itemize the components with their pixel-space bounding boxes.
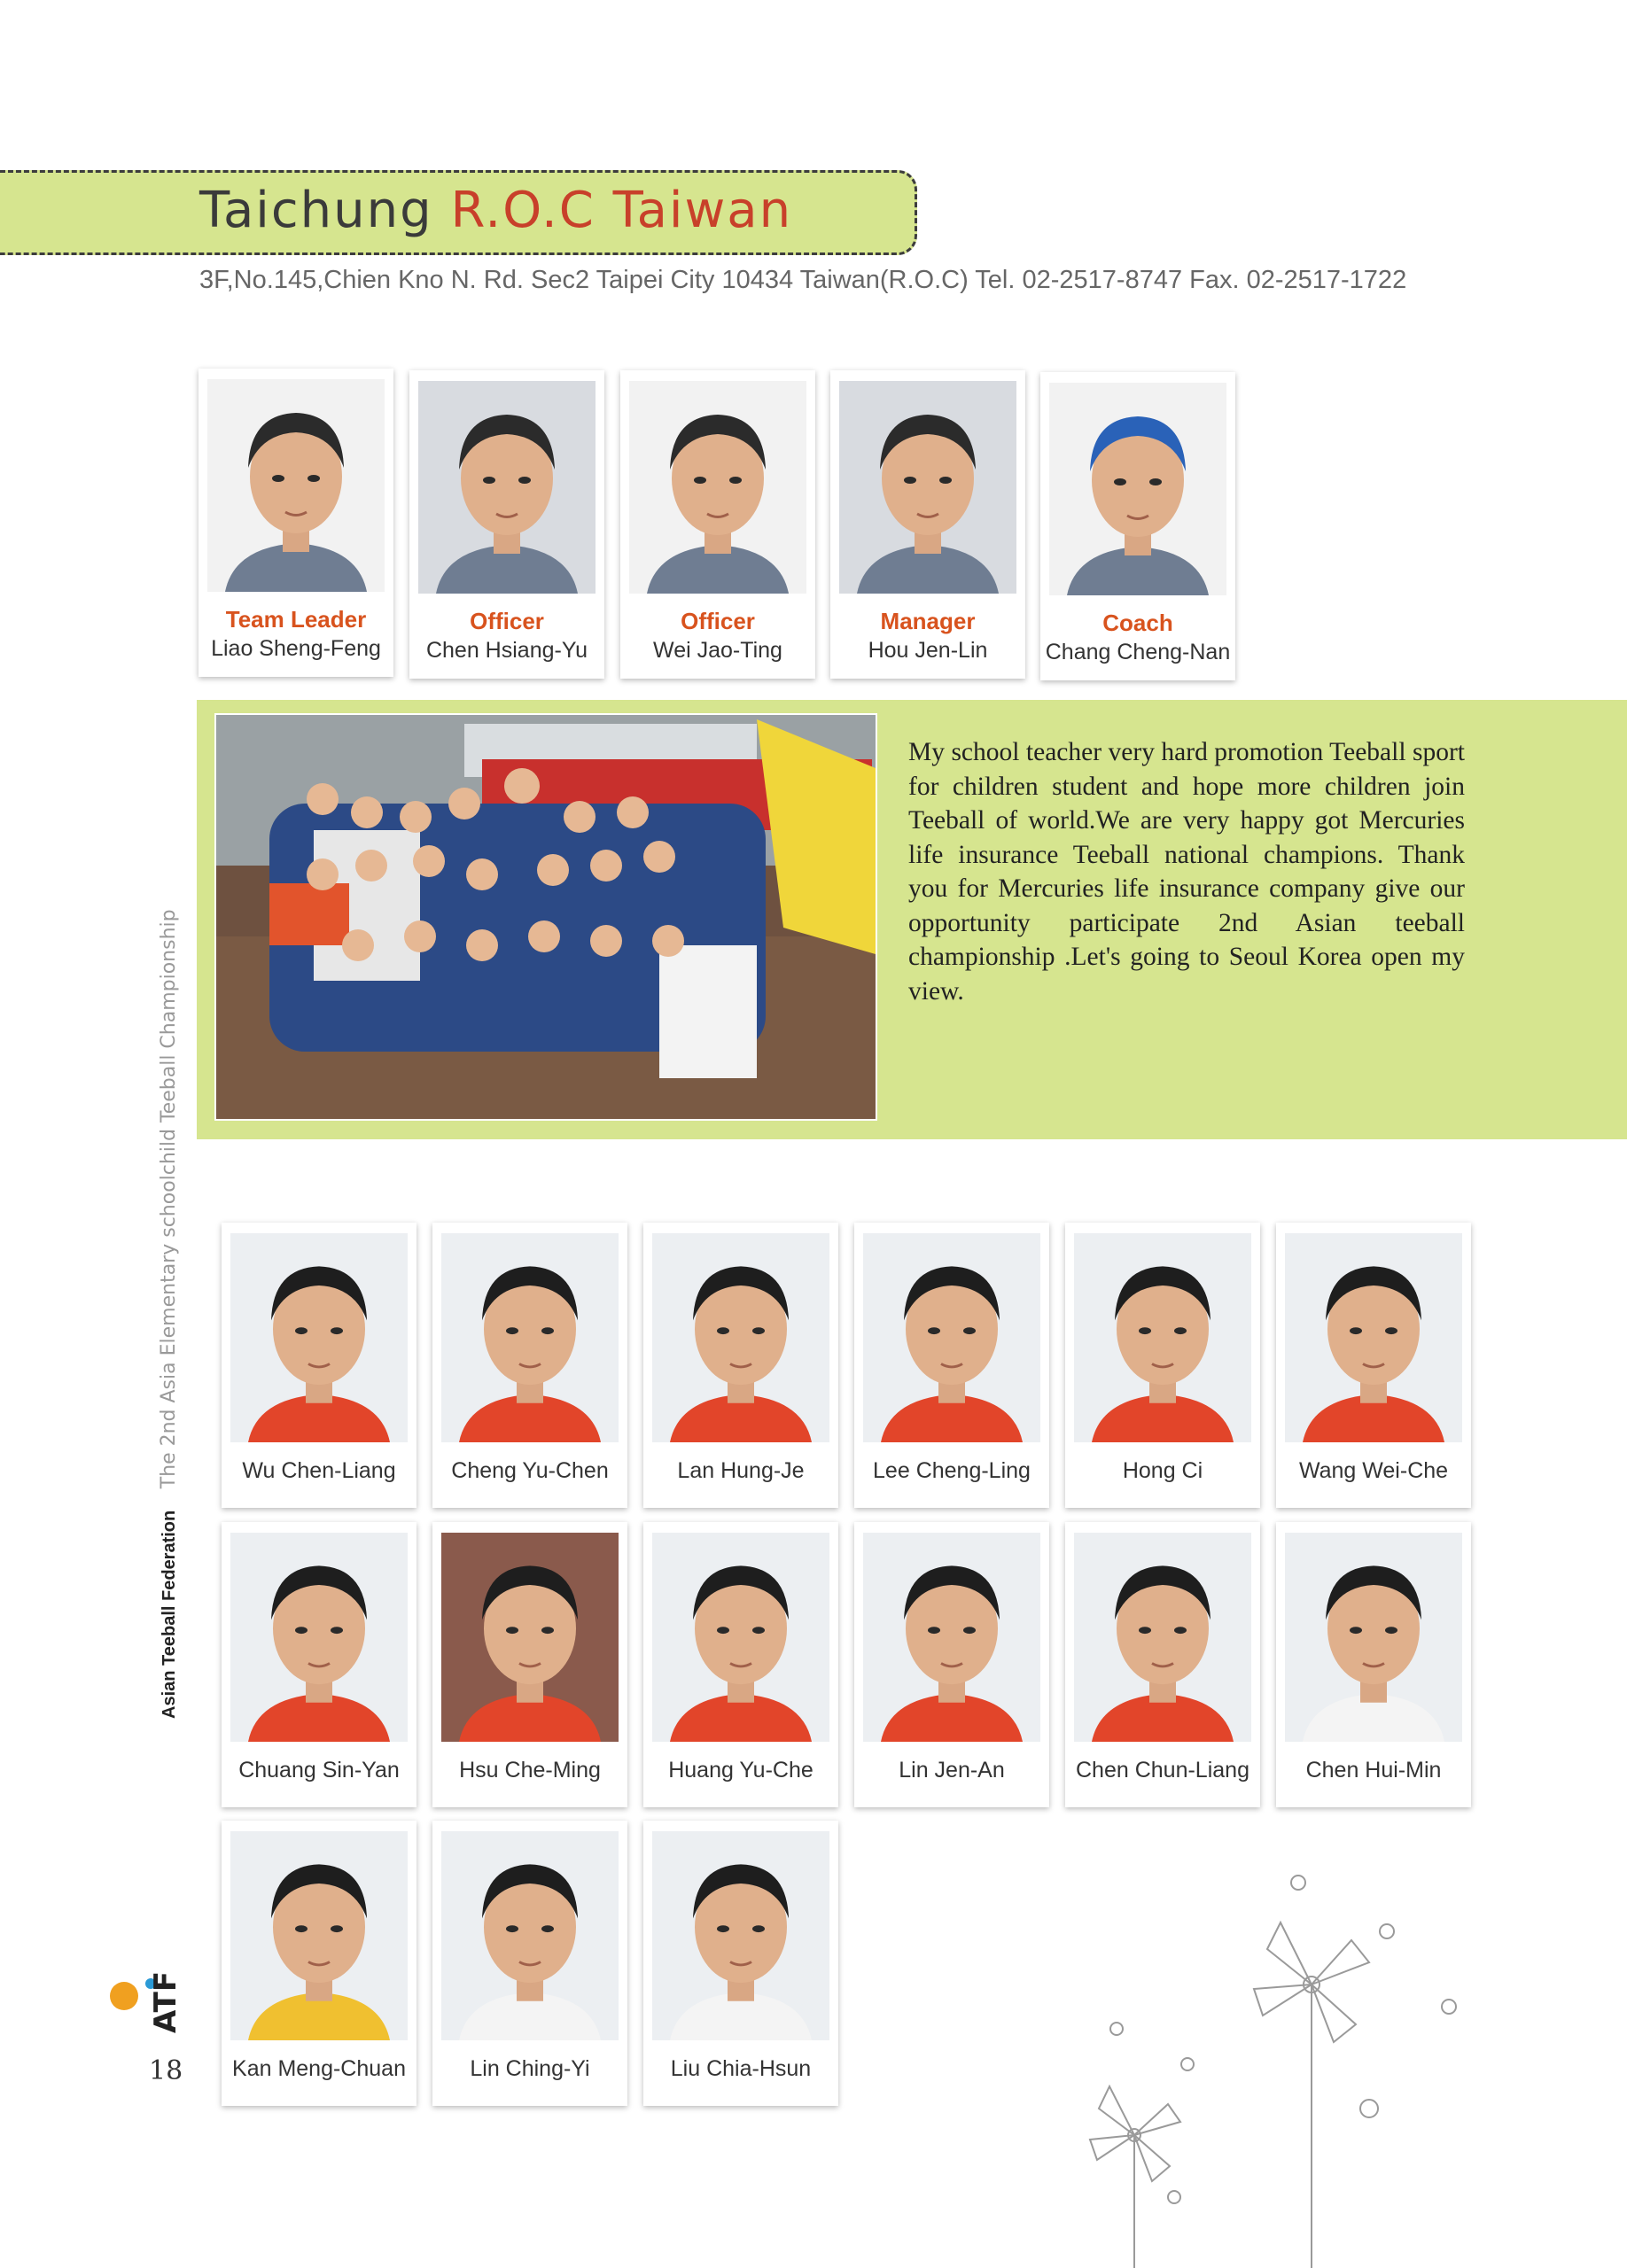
player-portrait bbox=[230, 1831, 408, 2040]
player-name: Chuang Sin-Yan bbox=[238, 1758, 400, 1783]
player-card bbox=[1065, 1522, 1260, 1807]
player-card bbox=[432, 1821, 627, 2106]
player-portrait bbox=[652, 1533, 829, 1742]
player-name: Hsu Che-Ming bbox=[459, 1758, 601, 1783]
player-card bbox=[854, 1522, 1049, 1807]
player-card bbox=[222, 1223, 416, 1508]
pinwheel-decoration bbox=[1046, 1843, 1489, 2268]
title-city: Taichung bbox=[199, 182, 433, 239]
sidebar-championship: The 2nd Asia Elementary schoolchild Teeball Championship bbox=[158, 909, 180, 1489]
player-portrait bbox=[1285, 1233, 1462, 1442]
staff-name: Hou Jen-Lin bbox=[868, 638, 988, 663]
staff-card bbox=[199, 369, 393, 677]
staff-name: Wei Jao-Ting bbox=[653, 638, 782, 663]
player-card bbox=[1276, 1223, 1471, 1508]
staff-card bbox=[830, 370, 1025, 679]
player-portrait bbox=[1074, 1533, 1251, 1742]
player-portrait bbox=[652, 1233, 829, 1442]
team-photo-image bbox=[216, 715, 876, 1119]
sidebar-federation: Asian Teeball Federation bbox=[160, 1510, 179, 1719]
player-card bbox=[222, 1821, 416, 2106]
player-card bbox=[854, 1223, 1049, 1508]
player-name: Huang Yu-Che bbox=[668, 1758, 814, 1783]
staff-card bbox=[409, 370, 604, 679]
player-portrait bbox=[652, 1831, 829, 2040]
player-card bbox=[1065, 1223, 1260, 1508]
staff-portrait bbox=[207, 379, 385, 592]
player-name: Liu Chia-Hsun bbox=[670, 2056, 812, 2081]
player-name: Cheng Yu-Chen bbox=[451, 1458, 609, 1483]
staff-name: Chang Cheng-Nan bbox=[1045, 640, 1231, 664]
staff-name: Chen Hsiang-Yu bbox=[425, 638, 588, 663]
player-name: Wang Wei-Che bbox=[1298, 1458, 1449, 1483]
team-photo bbox=[214, 713, 877, 1121]
staff-card bbox=[1040, 372, 1235, 680]
player-card bbox=[643, 1223, 838, 1508]
player-name: Chen Chun-Liang bbox=[1076, 1758, 1249, 1783]
staff-role: Manager bbox=[880, 608, 976, 634]
page-title bbox=[199, 182, 792, 239]
player-card bbox=[1276, 1522, 1471, 1807]
player-portrait bbox=[863, 1233, 1040, 1442]
player-name: Hong Ci bbox=[1122, 1458, 1203, 1483]
player-portrait bbox=[441, 1831, 619, 2040]
staff-card bbox=[620, 370, 815, 679]
player-name: Kan Meng-Chuan bbox=[232, 2056, 406, 2081]
staff-role: Coach bbox=[1102, 610, 1173, 636]
player-name: Wu Chen-Liang bbox=[242, 1458, 396, 1483]
staff-portrait bbox=[1049, 383, 1226, 595]
player-name: Chen Hui-Min bbox=[1305, 1758, 1442, 1783]
title-country: R.O.C Taiwan bbox=[450, 182, 793, 239]
player-portrait bbox=[1285, 1533, 1462, 1742]
staff-portrait bbox=[839, 381, 1016, 594]
staff-portrait bbox=[418, 381, 596, 594]
player-portrait bbox=[441, 1233, 619, 1442]
player-portrait bbox=[230, 1533, 408, 1742]
staff-role: Team Leader bbox=[225, 606, 367, 633]
player-card bbox=[643, 1821, 838, 2106]
player-portrait bbox=[1074, 1233, 1251, 1442]
player-card bbox=[643, 1522, 838, 1807]
player-card bbox=[432, 1522, 627, 1807]
story-text: My school teacher very hard promotion Teeball sport for children student and hope more children join Teeball of world.We are very happy got Mercuries life insurance Teeball national champions. Thank you for Mercuries life insurance company give our opportunity participate 2nd Asian teeball championship .Let's going to Seoul Korea open my view. bbox=[908, 738, 1465, 1006]
player-portrait bbox=[441, 1533, 619, 1742]
atf-logo bbox=[105, 1945, 184, 2033]
player-name: Lee Cheng-Ling bbox=[873, 1458, 1031, 1483]
staff-role: Officer bbox=[681, 608, 755, 634]
player-portrait bbox=[230, 1233, 408, 1442]
player-name: Lan Hung-Je bbox=[677, 1458, 805, 1483]
player-name: Lin Ching-Yi bbox=[470, 2056, 590, 2081]
player-card bbox=[432, 1223, 627, 1508]
address-line: 3F,No.145,Chien Kno N. Rd. Sec2 Taipei City 10434 Taiwan(R.O.C) Tel. 02-2517-8747 Fax. 02-2517-1722 bbox=[199, 266, 1407, 294]
staff-portrait bbox=[629, 381, 806, 594]
staff-name: Liao Sheng-Feng bbox=[211, 636, 381, 661]
player-card bbox=[222, 1522, 416, 1807]
player-portrait bbox=[863, 1533, 1040, 1742]
page-number: 18 bbox=[149, 2055, 183, 2086]
sidebar-vertical-text bbox=[158, 909, 180, 1719]
player-name: Lin Jen-An bbox=[899, 1758, 1005, 1783]
staff-role: Officer bbox=[470, 608, 544, 634]
logo-text: ATF bbox=[148, 1970, 183, 2033]
